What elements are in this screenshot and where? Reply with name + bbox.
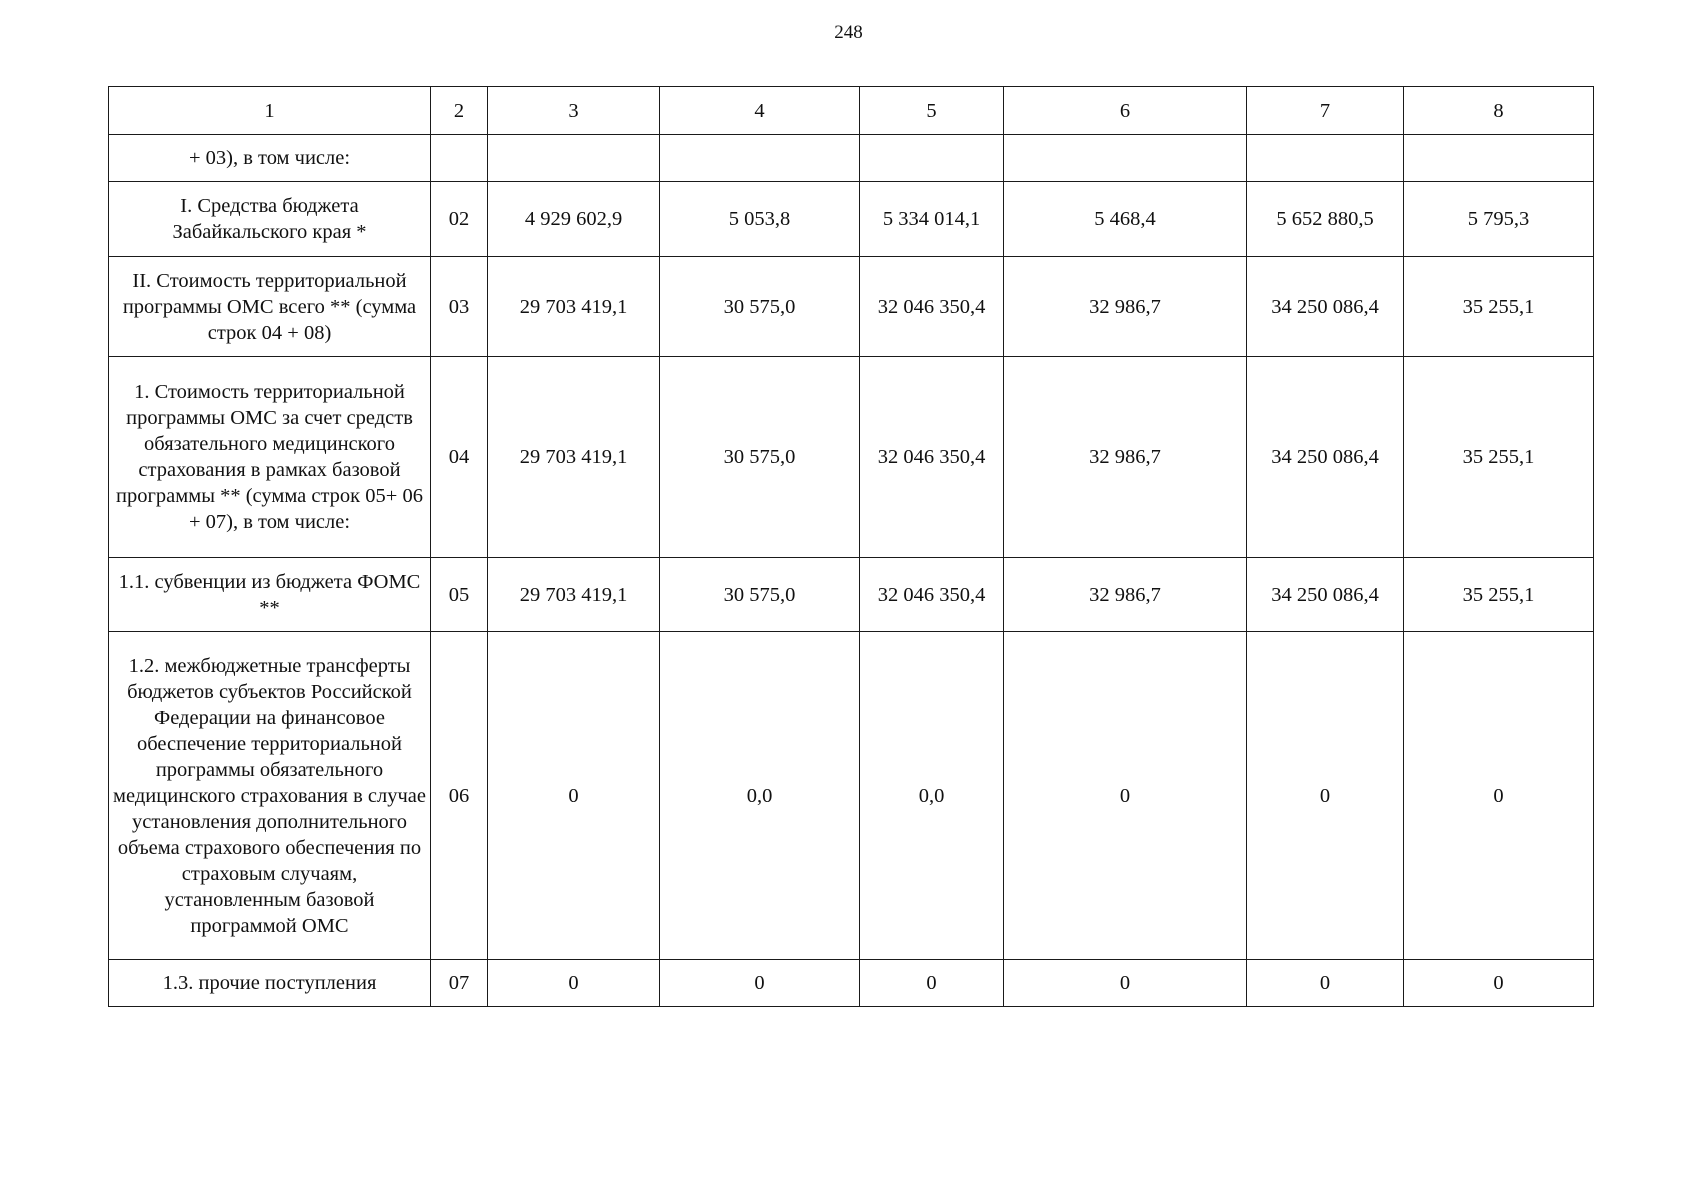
table-row [109,960,1594,1007]
header-row [109,87,1594,135]
table-row [109,135,1594,182]
financing-table [108,86,1594,1007]
header-cell: 4 [660,87,860,135]
value-cell: 32 046 350,4 [860,257,1004,357]
row-code [431,135,488,182]
value-cell: 0 [1247,632,1404,960]
row-label: 1. Стоимость территориальной программы ОМС за счет средств обязательного медицинского страхования в рамках базовой программы ** (сумма строк 05+ 06 + 07), в том числе: [109,357,431,558]
row-label: I. Средства бюджета Забайкальского края * [109,182,431,257]
table-row [109,558,1594,632]
row-label: II. Стоимость территориальной программы ОМС всего ** (сумма строк 04 + 08) [109,257,431,357]
value-cell: 0 [1404,632,1594,960]
value-cell: 0,0 [660,632,860,960]
value-cell: 34 250 086,4 [1247,257,1404,357]
table-row [109,357,1594,558]
value-cell: 35 255,1 [1404,257,1594,357]
value-cell: 0 [1247,960,1404,1007]
row-code: 05 [431,558,488,632]
value-cell: 5 795,3 [1404,182,1594,257]
value-cell: 34 250 086,4 [1247,558,1404,632]
row-label: + 03), в том числе: [109,135,431,182]
value-cell: 0 [1404,960,1594,1007]
value-cell: 5 053,8 [660,182,860,257]
header-cell: 2 [431,87,488,135]
table-row [109,632,1594,960]
value-cell: 29 703 419,1 [488,558,660,632]
table-row [109,182,1594,257]
value-cell [860,135,1004,182]
row-label: 1.3. прочие поступления [109,960,431,1007]
header-cell: 1 [109,87,431,135]
value-cell: 5 652 880,5 [1247,182,1404,257]
header-cell: 6 [1004,87,1247,135]
value-cell: 32 986,7 [1004,257,1247,357]
value-cell: 0 [860,960,1004,1007]
value-cell [1247,135,1404,182]
row-code: 06 [431,632,488,960]
header-cell: 8 [1404,87,1594,135]
value-cell: 29 703 419,1 [488,257,660,357]
value-cell: 29 703 419,1 [488,357,660,558]
header-cell: 7 [1247,87,1404,135]
header-cell: 3 [488,87,660,135]
value-cell: 34 250 086,4 [1247,357,1404,558]
value-cell: 32 046 350,4 [860,558,1004,632]
value-cell: 0,0 [860,632,1004,960]
value-cell [1004,135,1247,182]
value-cell: 30 575,0 [660,357,860,558]
value-cell: 35 255,1 [1404,558,1594,632]
value-cell: 5 334 014,1 [860,182,1004,257]
value-cell: 30 575,0 [660,558,860,632]
table-row [109,257,1594,357]
row-code: 04 [431,357,488,558]
row-code: 02 [431,182,488,257]
value-cell: 5 468,4 [1004,182,1247,257]
value-cell: 35 255,1 [1404,357,1594,558]
value-cell: 0 [488,632,660,960]
value-cell: 0 [1004,960,1247,1007]
value-cell: 30 575,0 [660,257,860,357]
value-cell: 4 929 602,9 [488,182,660,257]
row-label: 1.2. межбюджетные трансферты бюджетов субъектов Российской Федерации на финансовое обеспечение территориальной программы обязательного медицинского страхования в случае установления дополнительного объема страхового обеспечения по страховым случаям, установленным базовой программой ОМС [109,632,431,960]
row-code: 07 [431,960,488,1007]
value-cell: 0 [1004,632,1247,960]
value-cell: 0 [660,960,860,1007]
row-label: 1.1. субвенции из бюджета ФОМС ** [109,558,431,632]
header-cell: 5 [860,87,1004,135]
value-cell: 32 046 350,4 [860,357,1004,558]
value-cell: 32 986,7 [1004,357,1247,558]
value-cell [1404,135,1594,182]
row-code: 03 [431,257,488,357]
value-cell [488,135,660,182]
value-cell [660,135,860,182]
value-cell: 0 [488,960,660,1007]
page-number: 248 [834,22,863,43]
value-cell: 32 986,7 [1004,558,1247,632]
